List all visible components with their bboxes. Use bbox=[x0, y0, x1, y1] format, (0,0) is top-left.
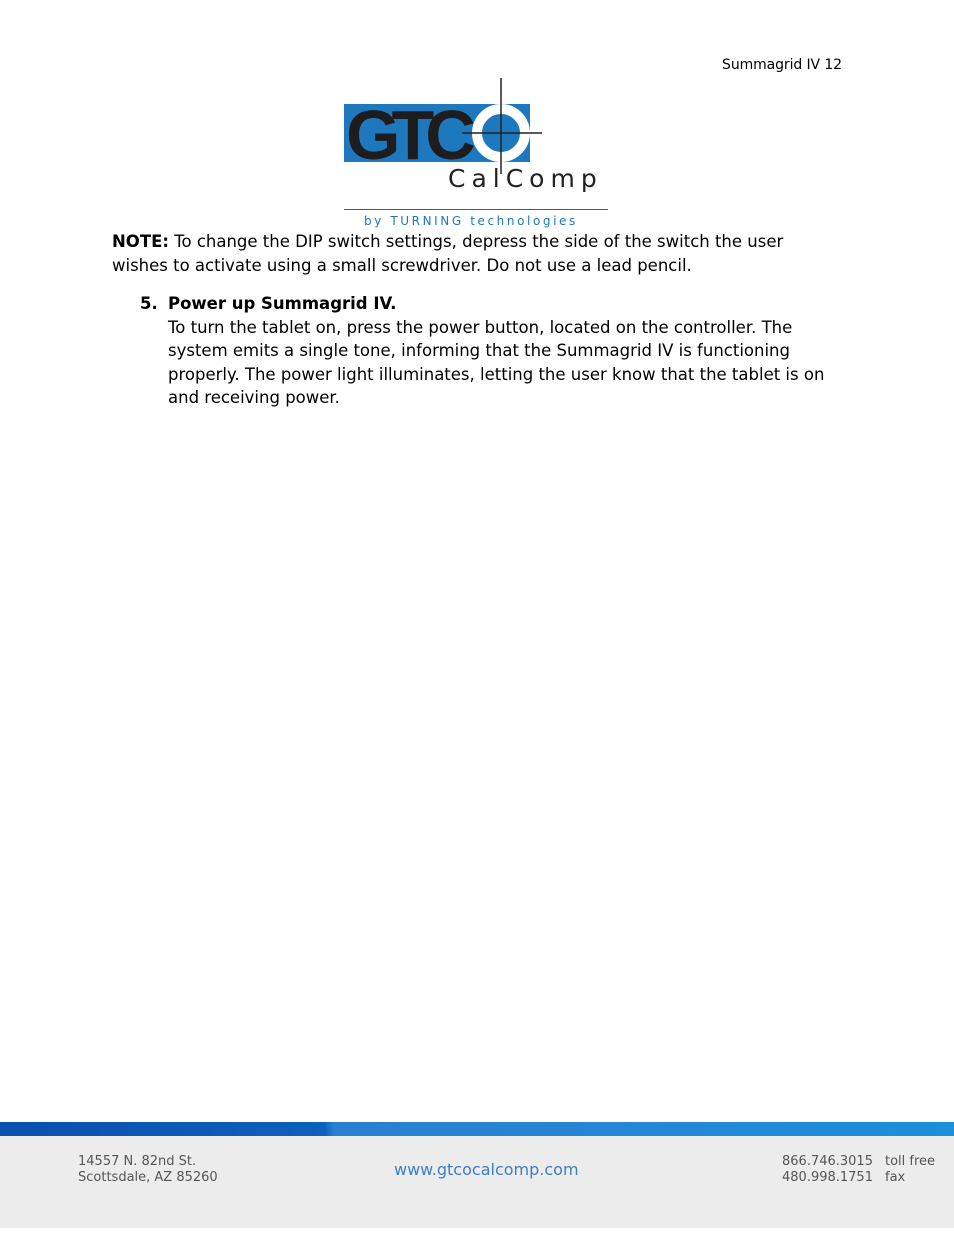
footer-phone: 866.746.3015 bbox=[782, 1154, 873, 1169]
step-item bbox=[140, 292, 842, 410]
logo-divider bbox=[344, 209, 608, 210]
step-number: 5. bbox=[140, 294, 158, 313]
note-paragraph bbox=[112, 230, 842, 277]
footer-phone-numbers bbox=[782, 1154, 873, 1186]
footer-website-link[interactable]: www.gtcocalcomp.com bbox=[394, 1160, 579, 1179]
gtco-calcomp-logo bbox=[344, 78, 610, 230]
note-text: To change the DIP switch settings, depress the side of the switch the user wishes to activate using a small screwdriver. Do not use a lead pencil. bbox=[112, 232, 784, 275]
footer-phone-labels bbox=[885, 1154, 935, 1186]
step-body: To turn the tablet on, press the power button, located on the controller. The system emits a single tone, informing that the Summagrid IV is functioning properly. The power light illuminates, letting the user know that the tablet is on and receiving power. bbox=[168, 317, 825, 407]
footer-phone-label: toll free bbox=[885, 1154, 936, 1169]
footer-phone: 480.998.1751 bbox=[782, 1170, 873, 1185]
logo-tagline: by TURNING technologies bbox=[364, 214, 578, 228]
footer-address bbox=[78, 1154, 218, 1186]
logo-brand-letters: GTC bbox=[346, 96, 467, 174]
running-header: Summagrid IV 12 bbox=[722, 57, 842, 73]
footer-color-bar bbox=[0, 1122, 954, 1136]
note-label: NOTE: bbox=[112, 232, 169, 251]
footer bbox=[0, 1136, 954, 1228]
step-title: Power up Summagrid IV. bbox=[168, 294, 397, 313]
logo-crosshair-icon bbox=[344, 78, 610, 230]
document-body bbox=[112, 230, 842, 410]
logo-sub-brand: CalComp bbox=[448, 164, 603, 193]
footer-address-line: 14557 N. 82nd St. bbox=[78, 1154, 197, 1169]
footer-address-line: Scottsdale, AZ 85260 bbox=[78, 1170, 218, 1185]
footer-phone-label: fax bbox=[885, 1170, 906, 1185]
